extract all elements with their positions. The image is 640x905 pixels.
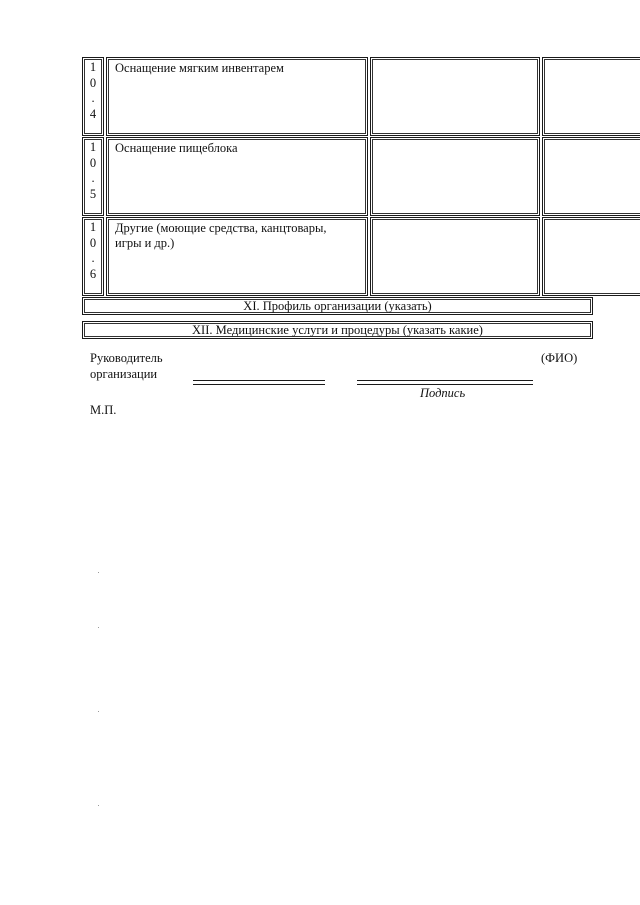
row-number: 1 0 . 4: [89, 60, 97, 121]
section-xii-header: XII. Медицинские услуги и процедуры (указать какие): [82, 321, 593, 339]
row-name: Оснащение мягким инвентарем: [115, 61, 284, 75]
row-value-cell: [370, 137, 540, 216]
table-row: [82, 217, 593, 296]
row-name: Другие (моющие средства, канцтовары, игры и др.): [115, 221, 327, 250]
table-row: [82, 137, 593, 216]
row-value-cell: [370, 57, 540, 136]
head-label-line1: Руководитель: [90, 351, 163, 365]
row-name-cell: [106, 57, 368, 136]
row-value-cell: [370, 217, 540, 296]
scan-speck: [98, 627, 99, 628]
row-number-cell: [82, 217, 104, 296]
row-number-cell: [82, 137, 104, 216]
signature-caption: Подпись: [420, 386, 466, 400]
row-name-cell: [106, 137, 368, 216]
table-row: [82, 57, 593, 136]
scan-speck: [98, 805, 99, 806]
row-note-cell: [542, 137, 640, 216]
row-number: 1 0 . 5: [89, 140, 97, 201]
stamp-label: М.П.: [90, 403, 117, 417]
row-number-cell: [82, 57, 104, 136]
fio-label: (ФИО): [541, 351, 578, 365]
row-name: Оснащение пищеблока: [115, 141, 238, 155]
head-label-line2: организации: [90, 367, 158, 381]
row-note-cell: [542, 217, 640, 296]
row-name-cell: [106, 217, 368, 296]
scan-speck: [98, 572, 99, 573]
section-xi-header: XI. Профиль организации (указать): [82, 297, 593, 315]
name-line-underline: [193, 384, 325, 385]
signature-line: [357, 380, 533, 381]
scan-speck: [98, 711, 99, 712]
row-number: 1 0 . 6: [89, 220, 97, 281]
signature-line-underline: [357, 384, 533, 385]
row-note-cell: [542, 57, 640, 136]
name-line: [193, 380, 325, 381]
